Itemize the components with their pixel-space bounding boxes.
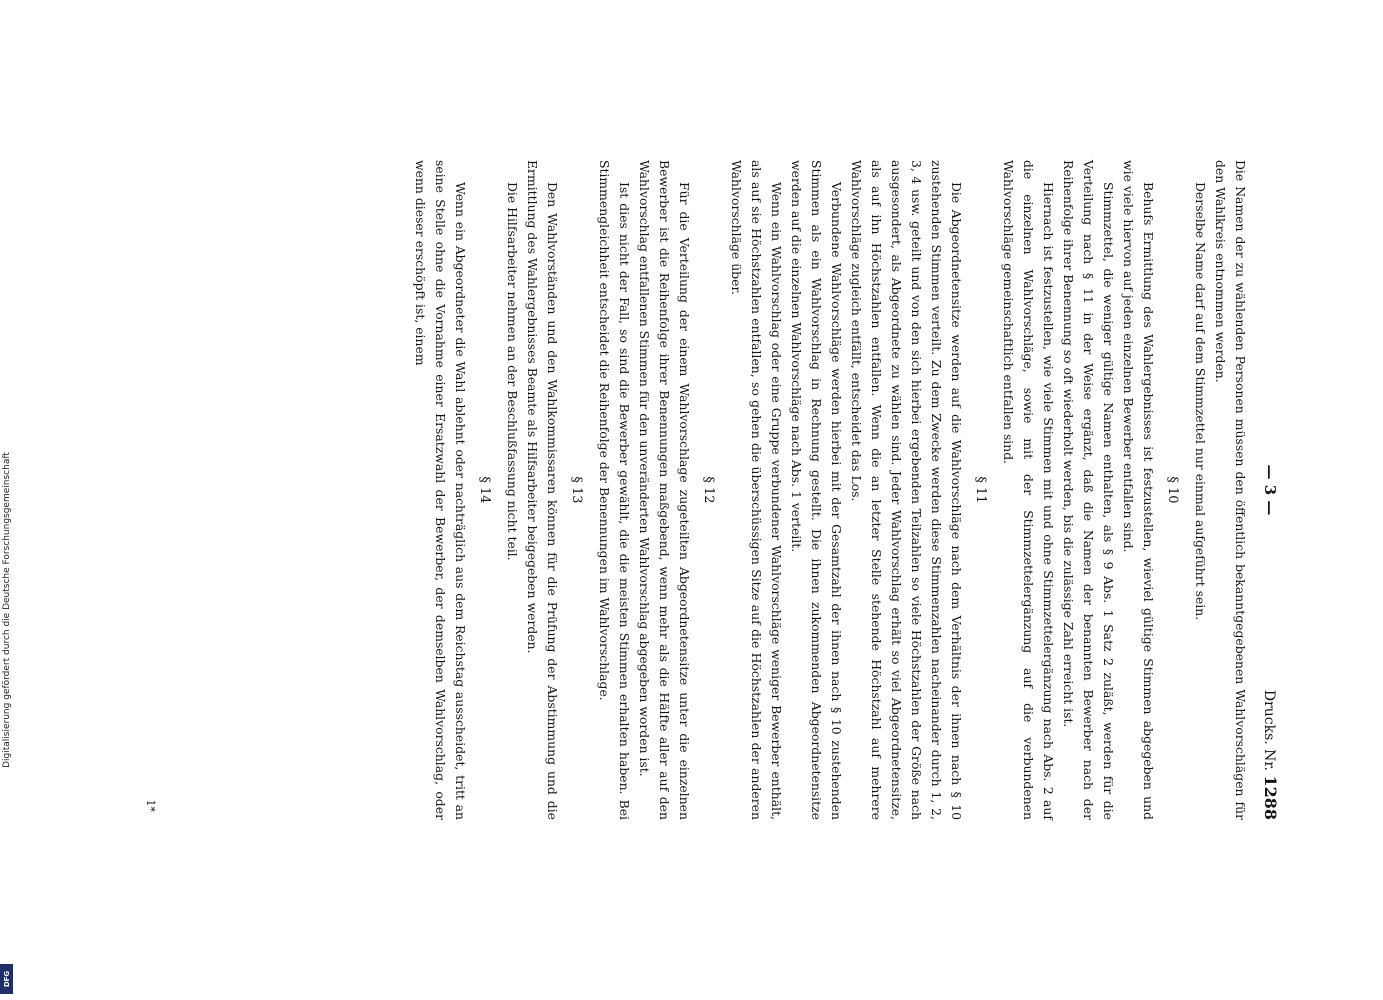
section-11-paragraph-1: Die Abgeordnetensitze werden auf die Wahlvorschläge nach dem Verhältnis der ihnen nach § 10 zustehenden Stimmen verteilt. Zu dem Zwecke werden diese Stimmenzahlen nacheinander durch 1, 2, 3, 4 usw. geteilt und von den sich hierbei ergebenden Teilzahlen so viele Höchstzahlen der Größe nach ausgesondert, als Abgeordnete zu wählen sind. Jeder Wahlvorschlag erhält so viel Abgeordnetensitze, als auf ihn Höchstzahlen entfallen. Wenn die an letzter Stelle stehende Höchstzahl auf mehrere Wahlvorschläge zugleich entfällt, entscheidet das Los. <box>849 160 964 820</box>
page-number: — 3 — <box>1261 464 1279 516</box>
section-10-heading: § 10 <box>1165 476 1180 504</box>
doc-number: 1288 <box>1261 775 1280 820</box>
section-11-paragraph-3: Wenn ein Wahlvorschlag oder eine Gruppe verbundener Wahlvorschläge weniger Bewerber enthält, als auf sie Höchstzahlen entfallen, so gehen die überschüssigen Sitze auf die Höchstzahlen der anderen Wahlvorschläge über. <box>729 160 784 820</box>
page-content <box>140 160 1280 820</box>
section-14-heading: § 14 <box>477 476 492 504</box>
page-header <box>1256 160 1280 820</box>
section-14-paragraph-1: Wenn ein Abgeordneter die Wahl ablehnt oder nachträglich aus dem Reichstag ausscheidet, tritt an seine Stelle ohne die Vornahme einer Ersatzwahl der Bewerber, der demselben Wahlvorschlag, oder wenn dieser erschöpft ist, einem <box>413 160 468 820</box>
section-13-paragraph-2: Die Hilfsarbeiter nehmen an der Beschlußfassung nicht teil. <box>505 182 520 561</box>
section-10-paragraph-3: Hiernach ist festzustellen, wie viele Stimmen mit und ohne Stimmzettelergänzung nach Abs. 2 auf die einzelnen Wahlvorschläge, sowie mit der Stimmzettelergänzung auf die verbundenen Wahlvorschläge gemeinschaftlich entfallen sind. <box>1001 160 1056 820</box>
digitisation-sidebar <box>0 0 14 1000</box>
funding-note: Digitalisierung gefördert durch die Deutsche Forschungsgemeinschaft <box>2 452 12 768</box>
dfg-logo <box>0 964 13 994</box>
signature-mark: 1* <box>144 799 157 812</box>
section-10-paragraph-1: Behufs Ermittlung des Wahlergebnisses ist festzustellen, wieviel gültige Stimmen abgegeben und wie viele hiervon auf jeden einzelnen Bewerber entfallen sind. <box>1121 160 1156 820</box>
section-11-paragraph-2: Verbundene Wahlvorschläge werden hierbei mit der Gesamtzahl der ihnen nach § 10 zustehenden Stimmen als ein Wahlvorschlag in Rechnung gestellt. Die ihnen zukommenden Abgeordnetensitze werden auf die einzelnen Wahlvorschläge nach Abs. 1 verteilt. <box>789 160 844 820</box>
section-11-heading: § 11 <box>973 476 988 504</box>
section-12-paragraph-2: Ist dies nicht der Fall, so sind die Bewerber gewählt, die die meisten Stimmen erhalten haben. Bei Stimmengleichheit entscheidet die Reihenfolge der Benennungen im Wahlvorschlage. <box>597 160 632 820</box>
scanned-page <box>140 160 1280 820</box>
section-12-heading: § 12 <box>701 476 716 504</box>
section-12-paragraph-1: Für die Verteilung der einem Wahlvorschlage zugeteilten Abgeordnetensitze unter die einzelnen Bewerber ist die Reihenfolge ihrer Benennungen maßgebend, wenn mehr als die Hälfte aller auf den Wahlvorschlag entfallenen Stimmen für den unveränderten Wahlvorschlag abgegeben worden ist. <box>637 160 692 820</box>
section-13-paragraph-1: Den Wahlvorständen und den Wahlkommissaren können für die Prüfung der Abstimmung und die Ermittlung des Wahlergebnisses Beamte als Hilfsarbeiter beigegeben werden. <box>525 160 560 820</box>
intro-paragraph-1: Die Namen der zu wählenden Personen müssen den öffentlich bekanntgegebenen Wahlvorschlägen für den Wahlkreis entnommen werden. <box>1213 160 1248 820</box>
doc-prefix: Drucks. Nr. <box>1261 689 1277 772</box>
intro-paragraph-2: Derselbe Name darf auf dem Stimmzettel nur einmal aufgeführt sein. <box>1193 182 1208 621</box>
section-10-paragraph-2: Stimmzettel, die weniger gültige Namen enthalten, als § 9 Abs. 1 Satz 2 zuläßt, werden für die Verteilung nach § 11 in der Weise ergänzt, daß die Namen der benannten Bewerber nach der Reihenfolge ihrer Benennung so oft wiederholt werden, bis die zulässige Zahl erreicht ist. <box>1061 160 1116 820</box>
page-body <box>150 160 1250 820</box>
document-reference <box>1259 690 1280 820</box>
section-13-heading: § 13 <box>569 476 584 504</box>
dfg-logo-text: DFG <box>2 970 11 988</box>
